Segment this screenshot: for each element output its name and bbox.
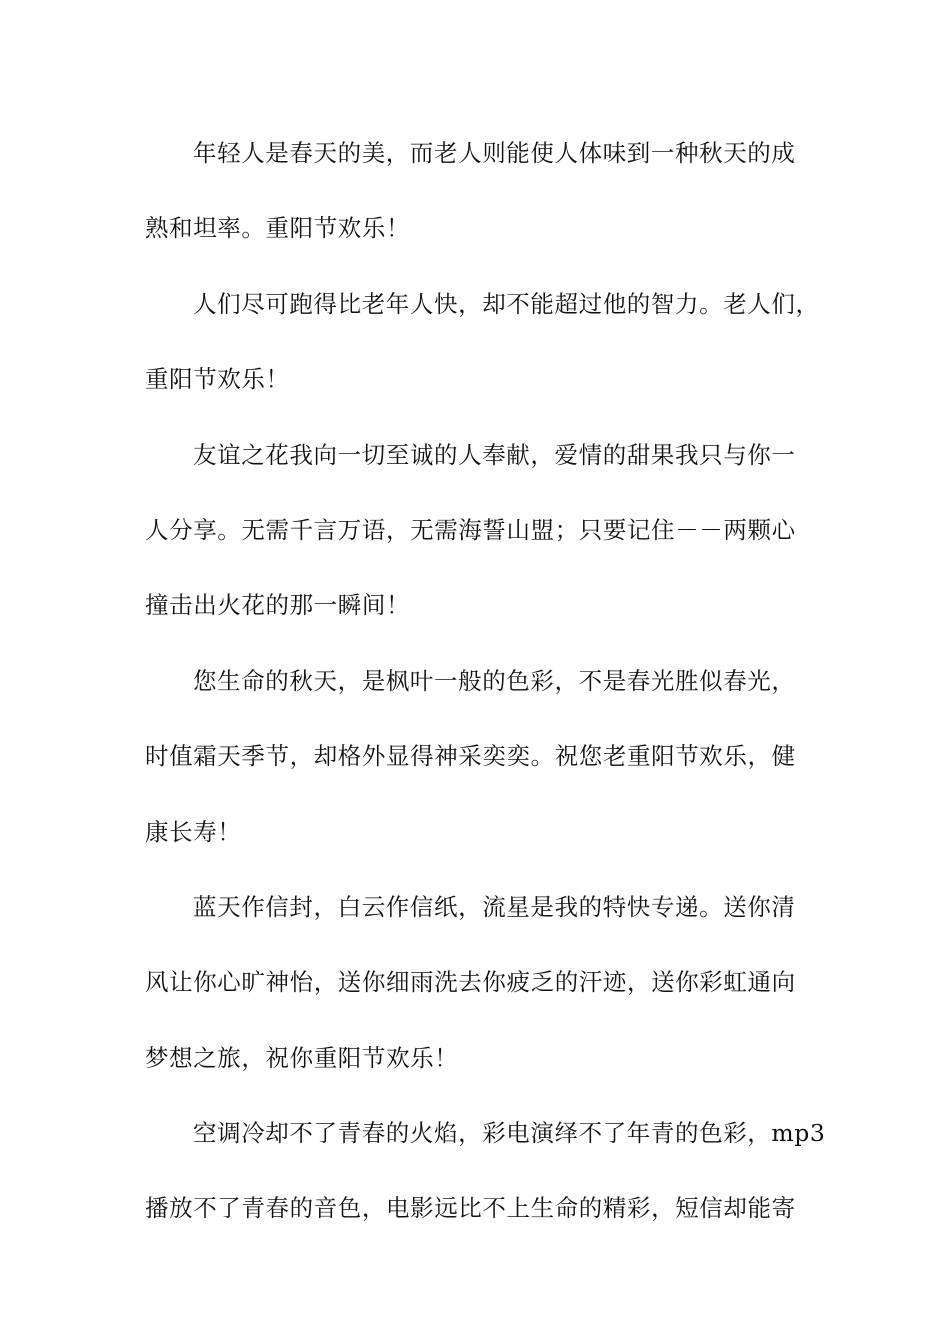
document-body <box>145 122 826 1253</box>
paragraph-6-line-2: 播放不了青春的音色，电影远比不上生命的精彩，短信却能寄 <box>145 1194 796 1223</box>
paragraph-6-line-1: 空调冷却不了青春的火焰，彩电演绎不了年青的色彩，mp3 <box>193 1119 826 1148</box>
paragraph-3-line-1: 友谊之花我向一切至诚的人奉献，爱情的甜果我只与你一 <box>193 440 796 469</box>
paragraph-4-line-1: 您生命的秋天，是枫叶一般的色彩，不是春光胜似春光， <box>193 666 796 695</box>
paragraph-2-line-2: 重阳节欢乐！ <box>145 365 290 394</box>
paragraph-5-line-2: 风让你心旷神怡，送你细雨洗去你疲乏的汗迹，送你彩虹通向 <box>145 968 796 997</box>
paragraph-3-line-3: 撞击出火花的那一瞬间！ <box>145 591 411 620</box>
paragraph-2-line-1: 人们尽可跑得比老年人快，却不能超过他的智力。老人们， <box>193 289 820 318</box>
paragraph-3-line-2: 人分享。无需千言万语，无需海誓山盟；只要记住－－两颗心 <box>145 515 796 544</box>
paragraph-4-line-2: 时值霜天季节，却格外显得神采奕奕。祝您老重阳节欢乐，健 <box>145 742 796 771</box>
paragraph-5-line-1: 蓝天作信封，白云作信纸，流星是我的特快专递。送你清 <box>193 892 796 921</box>
paragraph-1-line-1: 年轻人是春天的美，而老人则能使人体味到一种秋天的成 <box>193 139 796 167</box>
paragraph-5-line-3: 梦想之旅，祝你重阳节欢乐！ <box>145 1043 459 1072</box>
paragraph-4-line-3: 康长寿！ <box>145 817 242 846</box>
paragraph-1-line-2: 熟和坦率。重阳节欢乐！ <box>145 214 411 243</box>
